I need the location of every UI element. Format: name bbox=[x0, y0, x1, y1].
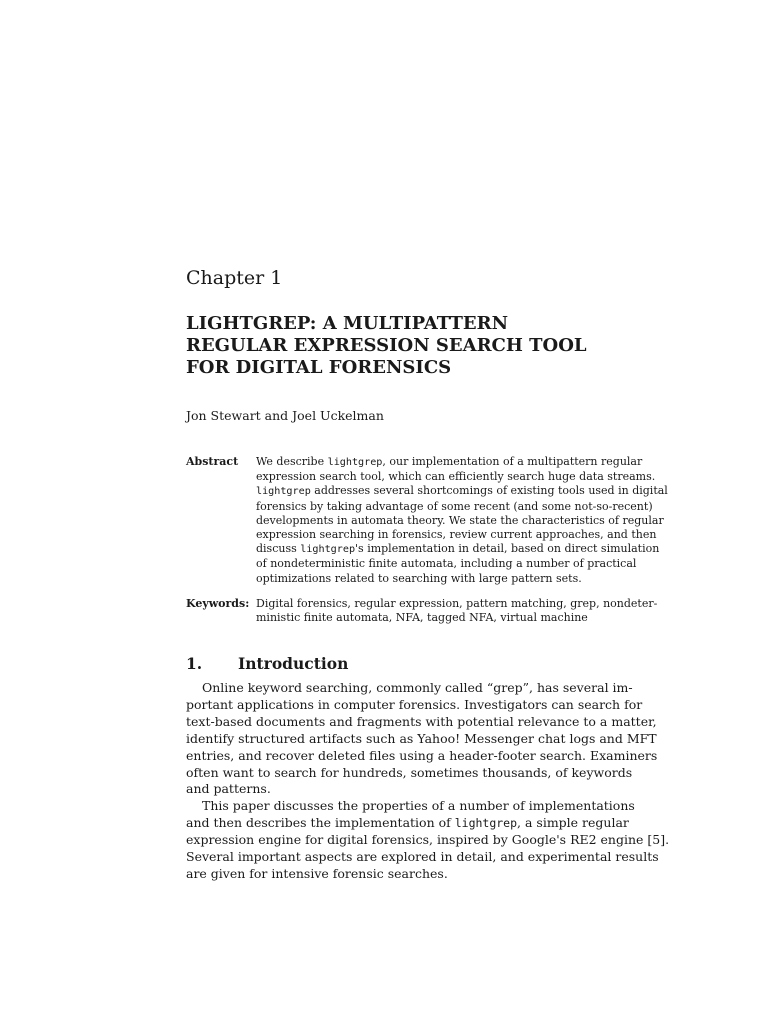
body-line: text-based documents and fragments with potential relevance to a matter, bbox=[186, 713, 657, 729]
body-line: Online keyword searching, commonly called “grep”, has several im- bbox=[202, 680, 633, 695]
abstract-line: discuss lightgrep's implementation in detail, based on direct simulation bbox=[256, 542, 660, 556]
title-line: FOR DIGITAL FORENSICS bbox=[186, 357, 452, 378]
body-line: entries, and recover deleted files using a header-footer search. Examiners bbox=[186, 747, 658, 763]
code-term: lightgrep bbox=[327, 457, 383, 468]
abstract-line: optimizations related to searching with large pattern sets. bbox=[256, 571, 582, 585]
title-line: LIGHTGREP: A MULTIPATTERN bbox=[186, 313, 509, 334]
body-line: This paper discusses the properties of a number of implementations bbox=[202, 798, 635, 814]
body-line: Several important aspects are explored in detail, and experimental results bbox=[186, 849, 659, 865]
chapter-label: Chapter 1 bbox=[186, 267, 283, 289]
body-line: and patterns. bbox=[186, 781, 271, 797]
abstract-line: expression searching in forensics, review current approaches, and then bbox=[256, 528, 657, 542]
body-line: and then describes the implementation of lightgrep, a simple regular bbox=[186, 815, 629, 831]
paper-title bbox=[186, 313, 656, 379]
abstract-text bbox=[256, 455, 668, 586]
abstract-line: lightgrep addresses several shortcomings of existing tools used in digital bbox=[256, 484, 668, 498]
code-term: lightgrep bbox=[256, 486, 311, 498]
body-line: expression engine for digital forensics, inspired by Google's RE2 engine [5]. bbox=[186, 832, 670, 848]
keywords-line: Digital forensics, regular expression, pattern matching, grep, nondeter- bbox=[256, 597, 658, 610]
title-line: REGULAR EXPRESSION SEARCH TOOL bbox=[186, 335, 587, 356]
abstract-line: forensics by taking advantage of some recent (and some not-so-recent) bbox=[256, 499, 653, 513]
body-line: are given for intensive forensic searches. bbox=[186, 865, 448, 881]
body-line: identify structured artifacts such as Yahoo! Messenger chat logs and MFT bbox=[186, 730, 657, 746]
keywords-label: Keywords: bbox=[186, 597, 250, 610]
keywords-line: ministic finite automata, NFA, tagged NFA, virtual machine bbox=[256, 611, 588, 625]
code-term: lightgrep bbox=[300, 544, 356, 556]
section-heading bbox=[186, 654, 348, 674]
section-number: 1. bbox=[186, 654, 203, 673]
abstract-label: Abstract bbox=[186, 455, 239, 468]
body-text bbox=[186, 680, 670, 883]
body-line: portant applications in computer forensics. Investigators can search for bbox=[186, 696, 643, 712]
abstract-line: of nondeterministic finite automata, including a number of practical bbox=[256, 557, 637, 571]
author-list: Jon Stewart and Joel Uckelman bbox=[186, 408, 384, 423]
section-title: Introduction bbox=[238, 654, 349, 673]
body-line: often want to search for hundreds, sometimes thousands, of keywords bbox=[186, 764, 633, 780]
code-term: lightgrep bbox=[454, 816, 518, 831]
keywords-text bbox=[256, 597, 658, 625]
abstract-line: We describe lightgrep, our implementation of a multipattern regular bbox=[256, 455, 643, 468]
abstract-line: expression search tool, which can efficiently search huge data streams. bbox=[256, 470, 656, 484]
abstract-line: developments in automata theory. We state the characteristics of regular bbox=[256, 513, 664, 527]
